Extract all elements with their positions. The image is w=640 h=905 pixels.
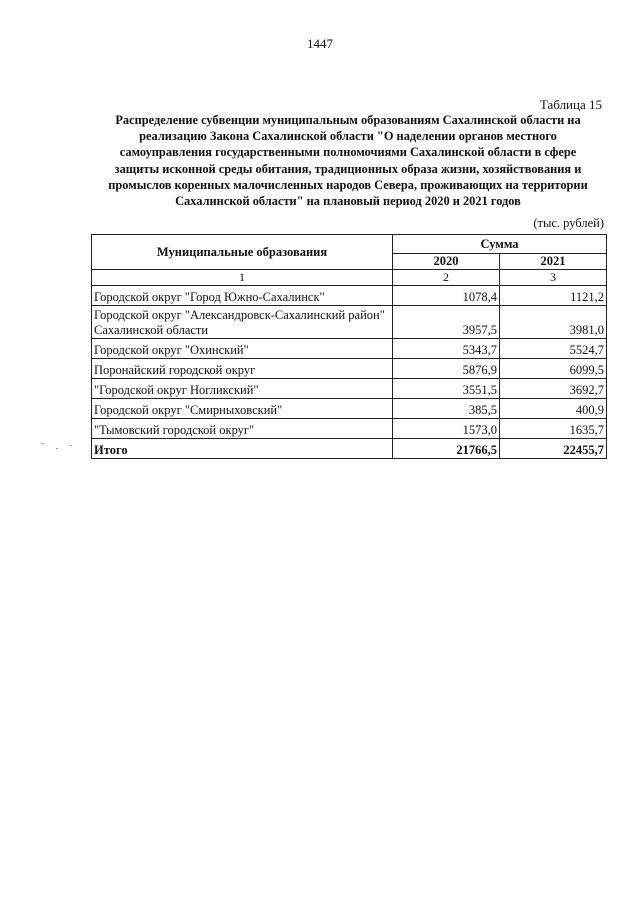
municipality-name: "Городской округ Ногликский" [92,379,393,399]
table-row [92,399,607,419]
value-2020: 5343,7 [393,339,500,359]
column-number: 2 [393,270,500,286]
municipality-name: Городской округ "Охинский" [92,339,393,359]
title-line: реализацию Закона Сахалинской области "О наделении органов местного [139,129,557,144]
municipality-name: Городской округ "Смирныховский" [92,399,393,419]
municipality-name: Поронайский городской округ [92,359,393,379]
page-number: 1447 [307,36,333,51]
table-label: Таблица 15 [539,97,602,112]
header-row [92,235,607,254]
header-municipal: Муниципальные образования [92,235,393,270]
value-2021: 3981,0 [500,306,607,339]
total-2021: 22455,7 [500,439,607,459]
title-line: Сахалинской области" на плановый период 2020 и 2021 годов [175,194,521,209]
value-2021: 6099,5 [500,359,607,379]
value-2021: 5524,7 [500,339,607,359]
table-row [92,306,607,339]
table-row [92,419,607,439]
title-line: Распределение субвенции муниципальным образованиям Сахалинской области на [115,113,581,127]
units-label: (тыс. рублей) [533,216,604,230]
title-line: промыслов коренных малочисленных народов Севера, проживающих на территории [108,177,588,192]
column-number: 1 [92,270,393,286]
total-label: Итого [92,439,393,459]
title-line: защиты исконной среды обитания, традиционных образа жизни, хозяйствования и [114,161,582,176]
total-2020: 21766,5 [393,439,500,459]
subvention-table [91,234,607,459]
value-2020: 3957,5 [393,306,500,339]
municipality-name: Городской округ "Город Южно-Сахалинск" [92,286,393,306]
value-2021: 1635,7 [500,419,607,439]
header-year-2020: 2020 [393,254,500,270]
total-row [92,439,607,459]
header-year-2021: 2021 [500,254,607,270]
value-2021: 3692,7 [500,379,607,399]
column-number: 3 [500,270,607,286]
table-row [92,359,607,379]
table-title [88,112,608,209]
value-2020: 1573,0 [393,419,500,439]
scan-artifact [56,448,58,449]
value-2020: 3551,5 [393,379,500,399]
value-2020: 385,5 [393,399,500,419]
table-row [92,339,607,359]
scan-artifact [70,445,72,446]
title-line: самоуправления государственными полномочиями Сахалинской области в сфере [119,145,577,160]
header-sum: Сумма [393,235,607,254]
value-2021: 1121,2 [500,286,607,306]
column-number-row [92,270,607,286]
value-2020: 1078,4 [393,286,500,306]
table-row [92,286,607,306]
table-row [92,379,607,399]
scan-artifact [42,443,44,444]
value-2021: 400,9 [500,399,607,419]
value-2020: 5876,9 [393,359,500,379]
municipality-name: Городской округ "Александровск-Сахалинский район" Сахалинской области [92,306,393,339]
municipality-name: "Тымовский городской округ" [92,419,393,439]
